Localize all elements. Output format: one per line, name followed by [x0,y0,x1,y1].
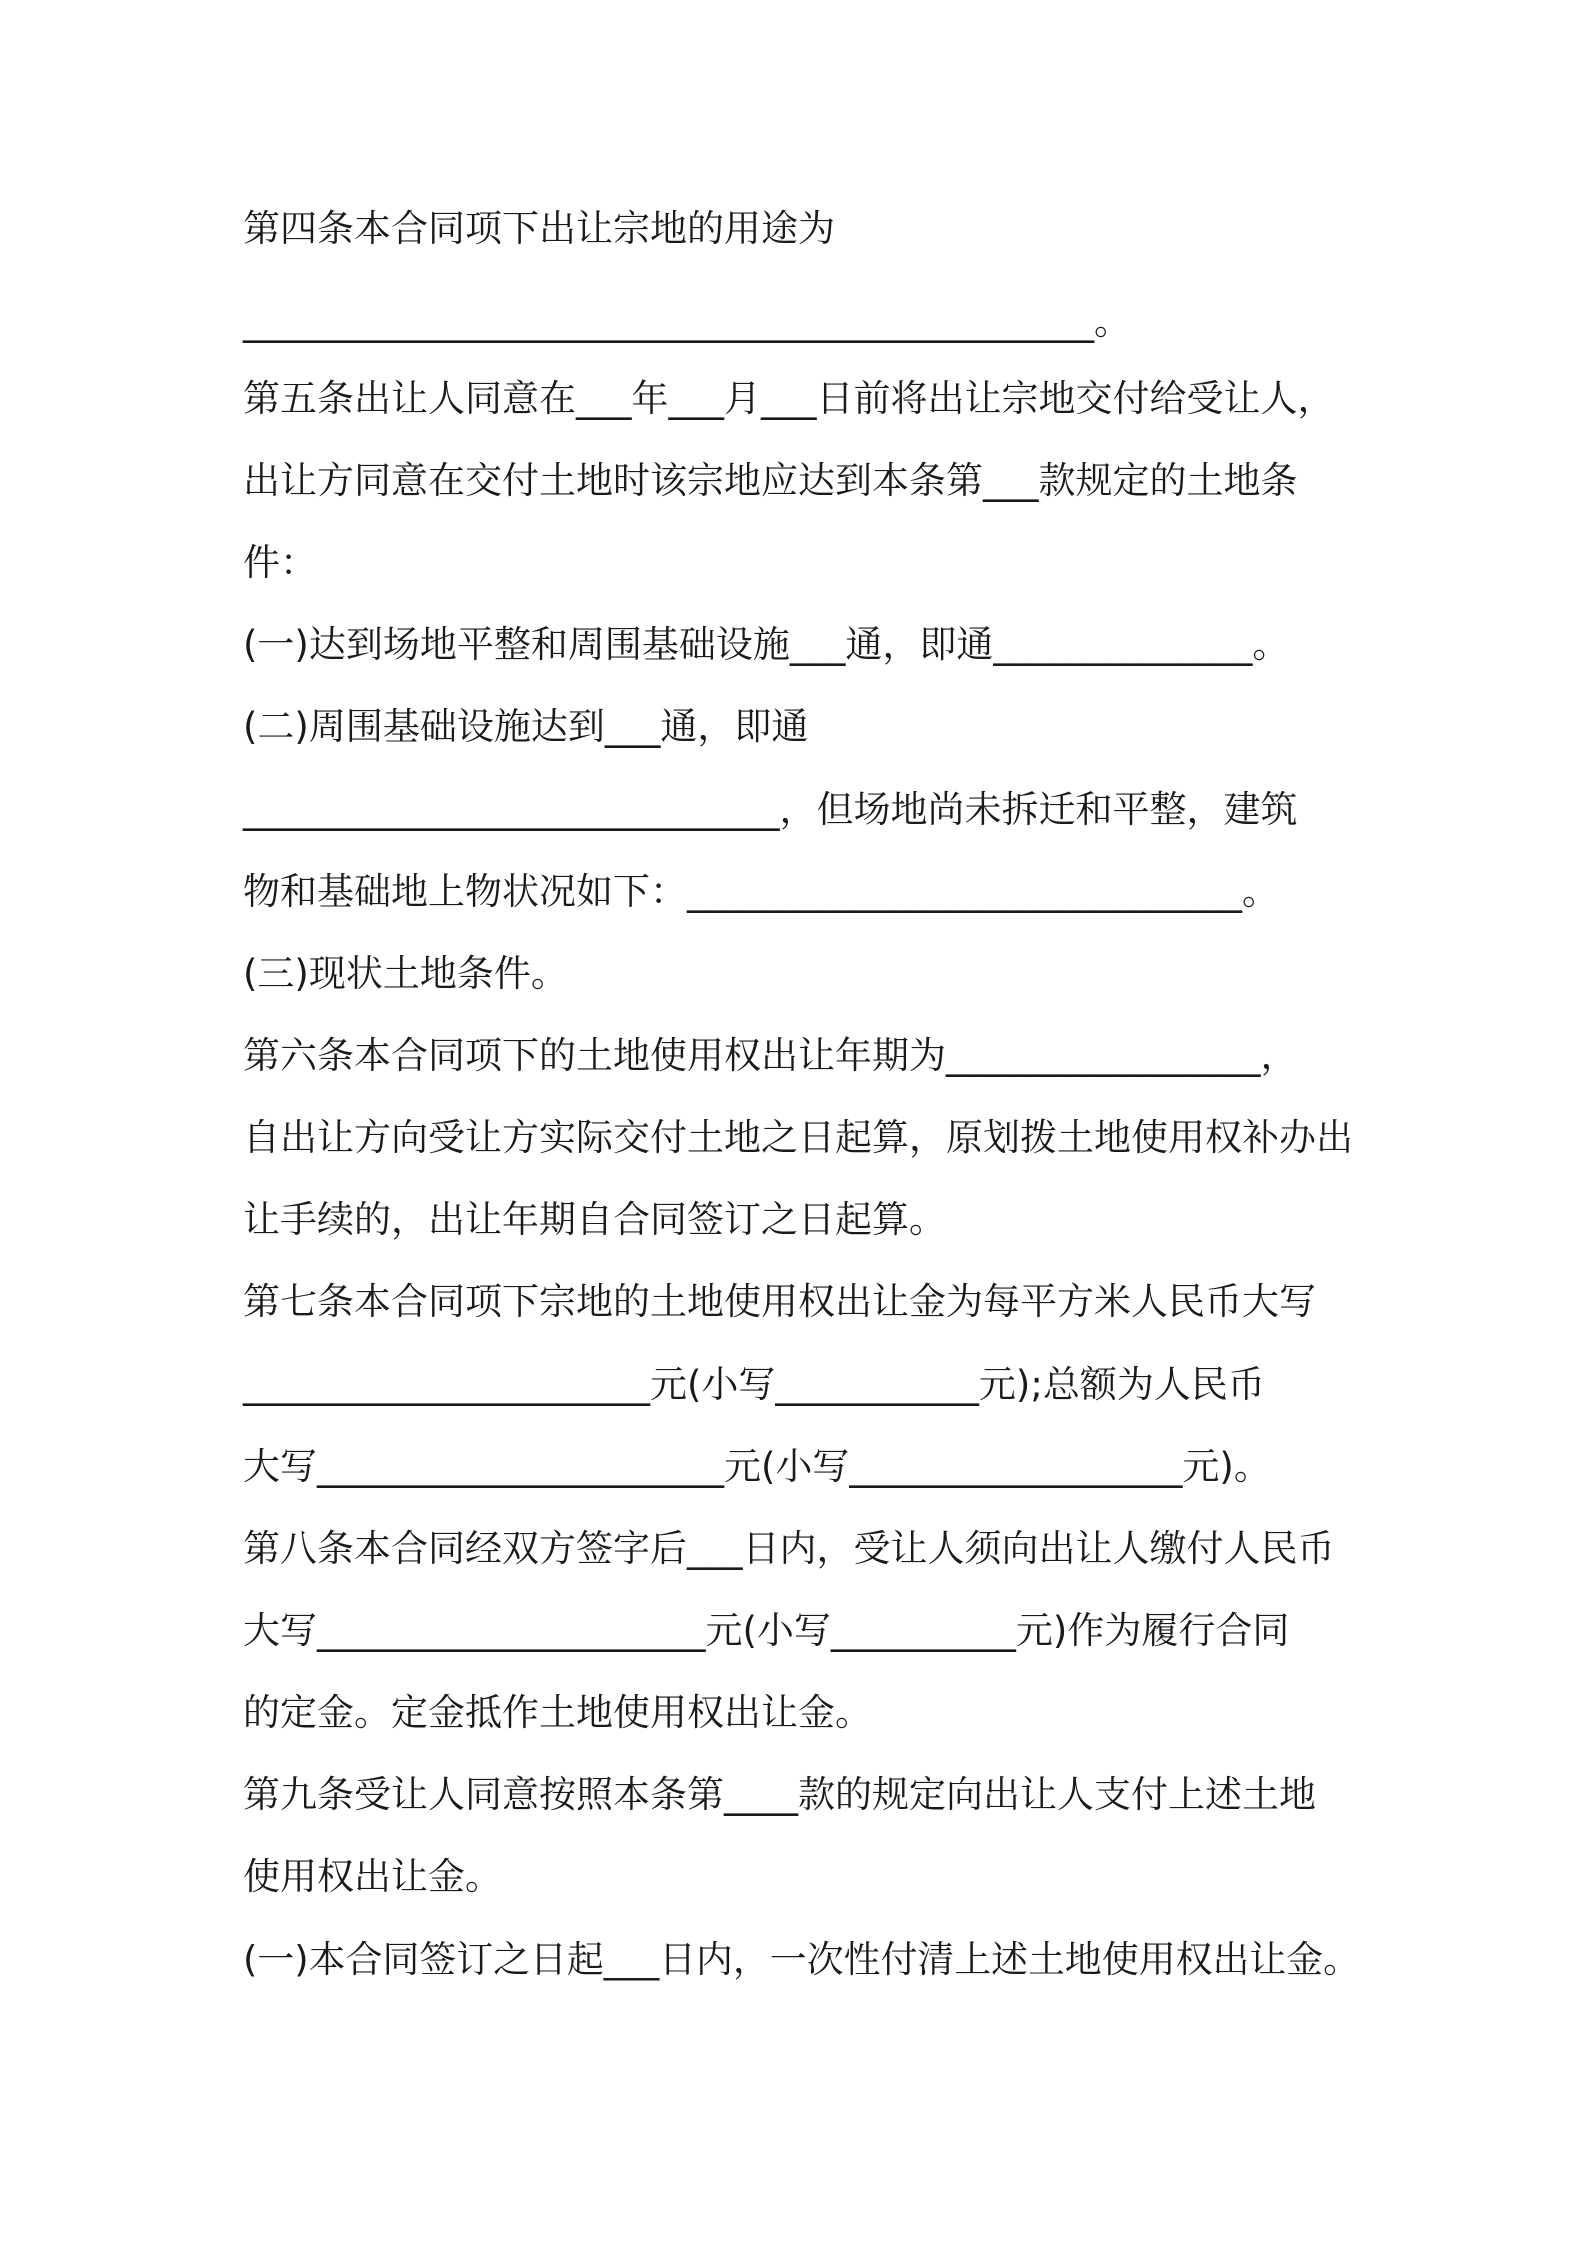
article-7-line-2: ______________________元(小写___________元);总额为人民币 [243,1363,1265,1406]
clause-9-1-line: (一)本合同签订之日起___日内，一次性付清上述土地使用权出让金。 [243,1938,1361,1981]
article-9-line-1: 第九条受让人同意按照本条第____款的规定向出让人支付上述土地 [243,1773,1316,1816]
article-9-line-2: 使用权出让金。 [243,1855,502,1898]
article-6-line-2: 自出让方向受让方实际交付土地之日起算，原划拨土地使用权补办出 [243,1116,1353,1159]
clause-5-3-line: (三)现状土地条件。 [243,952,568,995]
article-8-line-3: 的定金。定金抵作土地使用权出让金。 [243,1691,872,1734]
article-5-line-3: 件： [243,541,317,584]
article-6-line-1: 第六条本合同项下的土地使用权出让年期为_________________， [243,1034,1298,1077]
clause-5-2-line-2: _____________________________，但场地尚未拆迁和平整，建筑 [243,788,1298,831]
clause-5-1-line: (一)达到场地平整和周围基础设施___通，即通______________。 [243,623,1290,666]
article-5-line-2: 出让方同意在交付土地时该宗地应达到本条第___款规定的土地条 [243,459,1298,502]
clause-5-2-line-1: (二)周围基础设施达到___通，即通 [243,705,809,748]
article-5-line-1: 第五条出让人同意在___年___月___日前将出让宗地交付给受让人， [243,377,1335,420]
clause-5-2-line-3: 物和基础地上物状况如下：______________________________。 [243,870,1279,913]
article-7-line-3: 大写______________________元(小写__________________元)。 [243,1445,1271,1488]
article-8-line-1: 第八条本合同经双方签字后___日内，受让人须向出让人缴付人民币 [243,1527,1335,1570]
article-4-line-1: 第四条本合同项下出让宗地的用途为 [243,207,835,250]
article-8-line-2: 大写_____________________元(小写__________元)作为履行合同 [243,1609,1290,1652]
article-4-line-2: ______________________________________________。 [243,300,1131,343]
article-6-line-3: 让手续的，出让年期自合同签订之日起算。 [243,1198,946,1241]
article-7-line-1: 第七条本合同项下宗地的土地使用权出让金为每平方米人民币大写 [243,1280,1316,1323]
